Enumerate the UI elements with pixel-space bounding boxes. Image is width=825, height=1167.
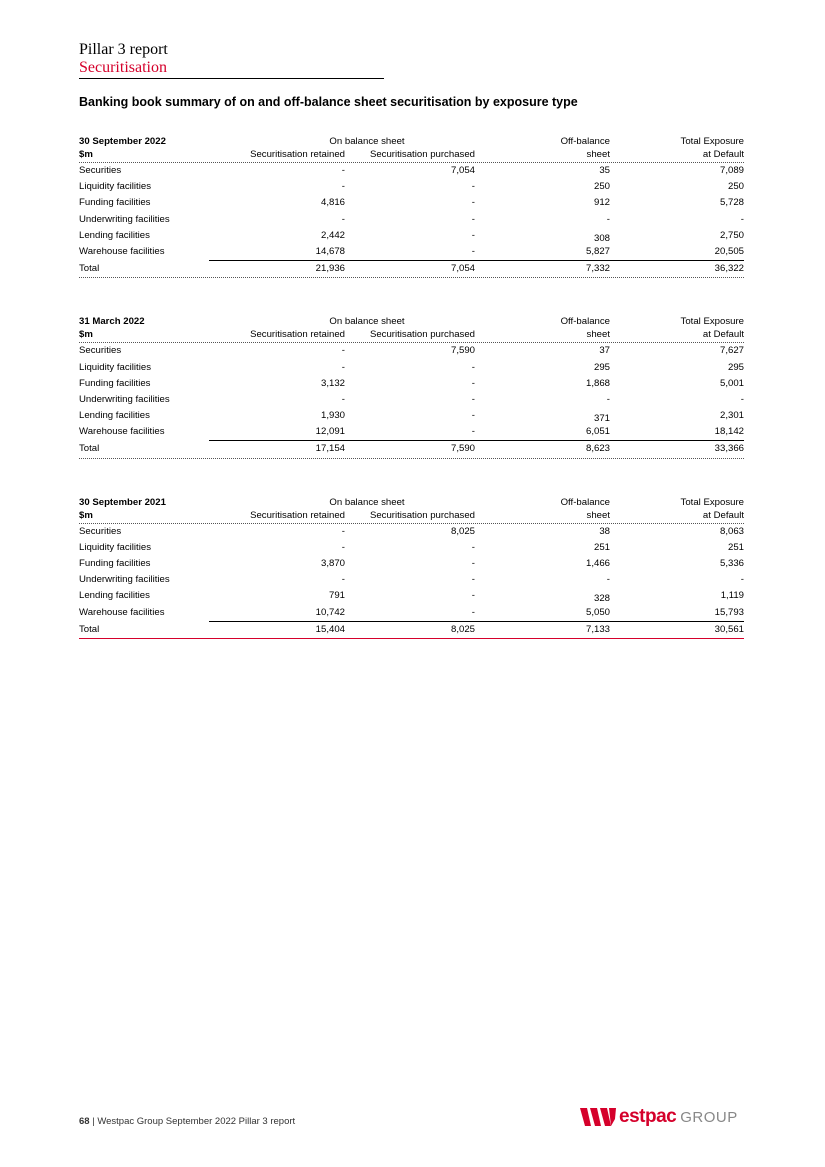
- total-value: 15,793: [714, 606, 744, 618]
- retained-value: -: [341, 574, 345, 586]
- off-balance-value: 250: [593, 181, 610, 193]
- table-row: [79, 343, 744, 359]
- row-label: Liquidity facilities: [79, 541, 151, 553]
- retained-value: -: [341, 345, 345, 357]
- westpac-logo: [580, 1105, 738, 1127]
- total-value: 2,301: [719, 410, 744, 422]
- westpac-w-icon: [580, 1107, 618, 1127]
- total-value: 36,322: [714, 263, 744, 275]
- table-row: [79, 572, 744, 588]
- total-value: 1,119: [720, 590, 744, 602]
- retained-value: 10,742: [315, 606, 345, 618]
- period-label: 30 September 2022: [79, 136, 166, 147]
- row-label: Total: [79, 443, 100, 455]
- retained-header: Securitisation retained: [250, 329, 345, 341]
- logo-group-text: GROUP: [680, 1109, 738, 1126]
- off-balance-value: 8,623: [585, 443, 610, 455]
- off-balance-value: 1,466: [585, 558, 610, 569]
- retained-value: 12,091: [315, 426, 345, 438]
- unit-label: $m: [79, 149, 93, 160]
- off-balance-value: 912: [593, 197, 610, 209]
- off-balance-value: -: [606, 393, 610, 405]
- row-label: Total: [79, 623, 100, 635]
- retained-value: 791: [328, 590, 345, 602]
- row-label: Total: [79, 263, 100, 275]
- table-row: [79, 360, 744, 376]
- total-value: 5,001: [719, 377, 744, 389]
- purchased-value: 7,590: [450, 345, 475, 357]
- on-balance-header: On balance sheet: [329, 136, 405, 147]
- off-balance-value: 251: [593, 541, 610, 553]
- table-header: [79, 495, 744, 524]
- total-value: -: [740, 213, 744, 225]
- off-balance-header-2: sheet: [586, 509, 610, 521]
- table-row: [79, 195, 744, 211]
- retained-value: 3,132: [320, 377, 345, 389]
- off-balance-header: Off-balance: [560, 316, 610, 328]
- row-label: Securities: [79, 345, 122, 357]
- retained-value: -: [341, 541, 345, 553]
- row-label: Underwriting facilities: [79, 213, 170, 225]
- purchased-value: -: [471, 606, 475, 618]
- retained-value: -: [341, 393, 345, 405]
- row-label: Underwriting facilities: [79, 393, 170, 405]
- off-balance-value: 37: [599, 345, 610, 357]
- purchased-value: 8,025: [450, 623, 475, 635]
- table-row: [79, 556, 744, 572]
- footer-separator: |: [92, 1116, 95, 1127]
- period-label: 31 March 2022: [79, 316, 145, 328]
- total-row: [79, 441, 744, 458]
- table-row: [79, 376, 744, 392]
- off-balance-value: -: [606, 574, 610, 586]
- row-label: Lending facilities: [79, 590, 150, 602]
- footer-text: Westpac Group September 2022 Pillar 3 report: [97, 1116, 296, 1127]
- table-row: [79, 228, 744, 244]
- total-exposure-header: Total Exposure: [680, 496, 744, 508]
- row-label: Lending facilities: [79, 410, 150, 422]
- retained-value: -: [341, 525, 345, 537]
- securitisation-tables: [79, 134, 744, 675]
- purchased-value: -: [471, 181, 475, 193]
- row-label: Lending facilities: [79, 229, 150, 241]
- table-row: [79, 424, 744, 440]
- off-balance-value: 1,868: [585, 377, 610, 389]
- total-value: -: [740, 393, 744, 405]
- section-title: Securitisation: [79, 59, 384, 79]
- purchased-value: -: [471, 393, 475, 405]
- page-footer: [79, 1116, 295, 1127]
- table-header: [79, 314, 744, 343]
- purchased-value: -: [471, 229, 475, 241]
- row-label: Warehouse facilities: [79, 426, 165, 438]
- table-row: [79, 244, 744, 260]
- purchased-value: 8,025: [450, 525, 475, 537]
- total-value: 5,728: [719, 197, 744, 209]
- table-row: [79, 179, 744, 195]
- total-exposure-header-2: at Default: [702, 509, 744, 521]
- purchased-header: Securitisation purchased: [369, 509, 475, 521]
- retained-value: 15,404: [315, 623, 345, 635]
- off-balance-header: Off-balance: [560, 496, 610, 508]
- retained-value: -: [341, 213, 345, 225]
- off-balance-value: 6,051: [585, 426, 610, 438]
- purchased-value: -: [471, 558, 475, 569]
- total-value: -: [740, 574, 744, 586]
- off-balance-value: 38: [599, 525, 610, 537]
- off-balance-value: -: [606, 213, 610, 225]
- purchased-value: -: [471, 245, 475, 257]
- purchased-value: -: [471, 574, 475, 586]
- table-row: [79, 392, 744, 408]
- total-row: [79, 622, 744, 639]
- total-value: 7,089: [719, 165, 744, 176]
- purchased-header: Securitisation purchased: [369, 149, 475, 160]
- row-label: Funding facilities: [79, 558, 151, 569]
- on-balance-header: On balance sheet: [329, 496, 405, 508]
- row-label: Warehouse facilities: [79, 606, 165, 618]
- retained-value: 21,936: [315, 263, 345, 275]
- purchased-value: -: [471, 426, 475, 438]
- purchased-value: -: [471, 213, 475, 225]
- table-30-september-2021: [79, 495, 744, 639]
- off-balance-value: 5,827: [585, 245, 610, 257]
- off-balance-value: 308: [593, 232, 610, 244]
- off-balance-value: 295: [593, 361, 610, 373]
- row-label: Liquidity facilities: [79, 181, 151, 193]
- retained-value: -: [341, 361, 345, 373]
- off-balance-value: 371: [593, 413, 610, 425]
- off-balance-value: 5,050: [585, 606, 610, 618]
- table-row: [79, 540, 744, 556]
- off-balance-header-2: sheet: [586, 149, 610, 160]
- total-value: 5,336: [719, 558, 744, 569]
- total-value: 7,627: [719, 345, 744, 357]
- purchased-value: -: [471, 361, 475, 373]
- table-30-september-2022: [79, 134, 744, 278]
- row-label: Liquidity facilities: [79, 361, 151, 373]
- purchased-value: -: [471, 197, 475, 209]
- on-balance-header: On balance sheet: [329, 316, 405, 328]
- off-balance-header: Off-balance: [560, 136, 610, 147]
- purchased-value: 7,590: [450, 443, 475, 455]
- off-balance-header-2: sheet: [586, 329, 610, 341]
- off-balance-value: 35: [599, 165, 610, 176]
- unit-label: $m: [79, 329, 93, 341]
- table-row: [79, 212, 744, 228]
- total-value: 2,750: [719, 229, 744, 241]
- table-row: [79, 524, 744, 540]
- period-label: 30 September 2021: [79, 496, 166, 508]
- retained-value: 1,930: [320, 410, 345, 422]
- table-row: [79, 605, 744, 621]
- retained-value: 17,154: [315, 443, 345, 455]
- unit-label: $m: [79, 509, 93, 521]
- retained-value: -: [341, 165, 345, 176]
- logo-brand-text: estpac: [619, 1106, 677, 1127]
- total-value: 250: [727, 181, 744, 193]
- retained-value: 14,678: [315, 245, 345, 257]
- total-exposure-header: Total Exposure: [680, 136, 744, 147]
- off-balance-value: 7,332: [585, 263, 610, 275]
- page-number: 68: [79, 1116, 90, 1127]
- row-label: Securities: [79, 165, 122, 176]
- table-31-march-2022: [79, 314, 744, 458]
- total-value: 18,142: [714, 426, 744, 438]
- total-value: 20,505: [714, 245, 744, 257]
- total-exposure-header-2: at Default: [702, 149, 744, 160]
- table-heading: Banking book summary of on and off-balance sheet securitisation by exposure type: [79, 95, 578, 109]
- total-value: 251: [727, 541, 744, 553]
- total-exposure-header-2: at Default: [702, 329, 744, 341]
- retained-value: 2,442: [320, 229, 345, 241]
- retained-value: 3,870: [320, 558, 345, 569]
- retained-header: Securitisation retained: [250, 149, 345, 160]
- total-row: [79, 261, 744, 278]
- off-balance-value: 7,133: [585, 623, 610, 635]
- row-label: Securities: [79, 525, 122, 537]
- table-header: [79, 134, 744, 163]
- total-value: 295: [727, 361, 744, 373]
- row-label: Funding facilities: [79, 197, 151, 209]
- row-label: Funding facilities: [79, 377, 151, 389]
- table-row: [79, 588, 744, 604]
- report-title: Pillar 3 report: [79, 41, 168, 58]
- total-value: 33,366: [714, 443, 744, 455]
- row-label: Underwriting facilities: [79, 574, 170, 586]
- purchased-value: 7,054: [450, 263, 475, 275]
- total-value: 30,561: [714, 623, 744, 635]
- row-label: Warehouse facilities: [79, 245, 165, 257]
- total-exposure-header: Total Exposure: [680, 316, 744, 328]
- table-row: [79, 408, 744, 424]
- retained-value: -: [341, 181, 345, 193]
- page-header: [79, 41, 384, 79]
- purchased-value: -: [471, 410, 475, 422]
- off-balance-value: 328: [593, 593, 610, 605]
- purchased-value: -: [471, 541, 475, 553]
- purchased-header: Securitisation purchased: [369, 329, 475, 341]
- purchased-value: 7,054: [450, 165, 475, 176]
- retained-header: Securitisation retained: [250, 509, 345, 521]
- purchased-value: -: [471, 590, 475, 602]
- purchased-value: -: [471, 377, 475, 389]
- table-row: [79, 163, 744, 179]
- retained-value: 4,816: [320, 197, 345, 209]
- total-value: 8,063: [719, 525, 744, 537]
